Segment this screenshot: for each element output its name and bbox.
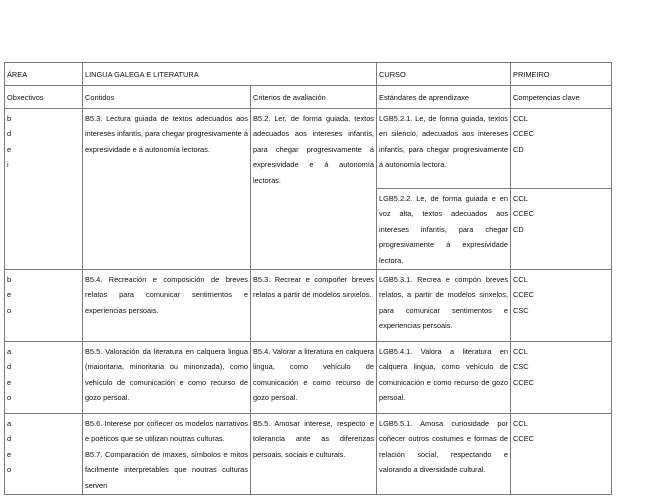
header-row-columns	[5, 86, 612, 109]
competencia-code: CSC	[513, 305, 529, 315]
estandar-cell: LGB5.5.1. Amosa curiosidade por coñecer outros costumes e formas de relación social, respectando e valorando a diversidade cultural.	[377, 414, 511, 495]
contido-text: B5.3. Lectura guiada de textos adecuados aos intereses infantís, para chegar progresivamente á expresividade e á autonomía lectoras.	[85, 114, 248, 154]
contido-text: B5.7. Comparación de imaxes, símbolos e mitos facilmente interpretables que noutras culturas serven	[85, 449, 248, 490]
contidos-cell	[83, 270, 251, 342]
obxectivo-letter: d	[7, 362, 12, 372]
estandar-cell: LGB5.2.2. Le, de forma guiada e en voz alta, textos adecuados aos intereses infantís, para chegar progresivamente á expresividade lectora.	[377, 189, 511, 270]
estandar-cell: LGB5.4.1. Valora a literatura en calquera lingua, como vehículo de comunicación e como recurso de gozo persoal.	[377, 342, 511, 414]
obxectivo-letter: d	[7, 434, 12, 444]
area-value: LINGUA GALEGA E LITERATURA	[83, 63, 377, 86]
table-row	[5, 270, 612, 342]
contido-text: B5.4. Recreación e composición de breves relatos para comunicar sentimentos e experiencias persoais.	[85, 275, 248, 315]
contidos-cell	[83, 414, 251, 495]
col-header-criterios: Criterios de avaliación	[251, 86, 377, 109]
table-row	[5, 109, 612, 189]
obxectivos-cell	[5, 270, 83, 342]
area-label: ÁREA	[5, 63, 83, 86]
obxectivo-letter: e	[7, 290, 12, 300]
competencias-cell	[511, 109, 612, 189]
competencia-code: CSC	[513, 362, 529, 372]
contidos-cell	[83, 342, 251, 414]
competencia-code: CCL	[513, 275, 528, 285]
obxectivo-letter: a	[7, 347, 12, 357]
competencias-cell	[511, 270, 612, 342]
contidos-cell	[83, 109, 251, 270]
criterio-cell: B5.2. Ler, de forma guiada, textos adecuados aos intereses infantís, para chegar progresivamente á expresividade e á autonomía lectoras.	[251, 109, 377, 270]
competencias-cell	[511, 189, 612, 270]
criterio-cell: B5.4. Valorar a literatura en calquera lingua, como vehículo de comunicación e como recurso de gozo persoal.	[251, 342, 377, 414]
obxectivo-letter: o	[7, 465, 12, 475]
contido-text: B5.6. Interese por coñecer os modelos narrativos e poéticos que se utilizan noutras culturas.	[85, 419, 248, 444]
competencias-cell	[511, 414, 612, 495]
col-header-obxectivos: Obxectivos	[5, 86, 83, 109]
col-header-estandares: Estándares de aprendizaxe	[377, 86, 511, 109]
obxectivo-letter: a	[7, 419, 12, 429]
competencia-code: CCL	[513, 347, 528, 357]
obxectivo-letter: b	[7, 114, 12, 123]
competencia-code: CD	[513, 224, 524, 234]
col-header-competencias: Competencias clave	[511, 86, 612, 109]
contido-text: B5.5. Valoración da literatura en calquera lingua (maioritaria, minoritaria ou minorizada), como vehículo de comunicación e como recurso de gozo persoal.	[85, 347, 248, 403]
obxectivo-letter: b	[7, 275, 12, 285]
curriculum-table	[4, 62, 612, 495]
obxectivos-cell	[5, 109, 83, 270]
table-row	[5, 342, 612, 414]
estandar-cell: LGB5.2.1. Le, de forma guiada, textos en silencio, adecuados aos intereses infantís, para chegar progresivamente á autonomía lectora.	[377, 109, 511, 189]
obxectivo-letter: e	[7, 449, 12, 459]
table-row	[5, 414, 612, 495]
competencia-code: CD	[513, 144, 524, 154]
competencia-code: CCL	[513, 194, 528, 203]
obxectivo-letter: e	[7, 377, 12, 387]
competencia-code: CCEC	[513, 434, 534, 444]
col-header-contidos: Contidos	[83, 86, 251, 109]
competencia-code: CCEC	[513, 377, 534, 387]
curso-value: PRIMEIRO	[511, 63, 612, 86]
obxectivo-letter: e	[7, 144, 12, 154]
obxectivo-letter: d	[7, 129, 12, 139]
competencias-cell	[511, 342, 612, 414]
curso-label: CURSO	[377, 63, 511, 86]
header-row-area	[5, 63, 612, 86]
obxectivo-letter: o	[7, 393, 12, 403]
estandar-cell: LGB5.3.1. Recrea e compón breves relatos, a partir de modelos sinxelos, para comunicar sentimentos e experiencias persoais.	[377, 270, 511, 342]
competencia-code: CCL	[513, 419, 528, 429]
criterio-cell: B5.3. Recrear e compoñer breves relatos a partir de modelos sinxelos.	[251, 270, 377, 342]
competencia-code: CCEC	[513, 129, 534, 139]
competencia-code: CCEC	[513, 209, 534, 219]
criterio-cell: B5.5. Amosar interese, respecto e tolerancia ante as diferenzas persoais, sociais e culturais.	[251, 414, 377, 495]
obxectivos-cell	[5, 342, 83, 414]
competencia-code: CCEC	[513, 290, 534, 300]
obxectivos-cell	[5, 414, 83, 495]
competencia-code: CCL	[513, 114, 528, 123]
obxectivo-letter: o	[7, 305, 12, 315]
obxectivo-letter: i	[7, 160, 9, 170]
